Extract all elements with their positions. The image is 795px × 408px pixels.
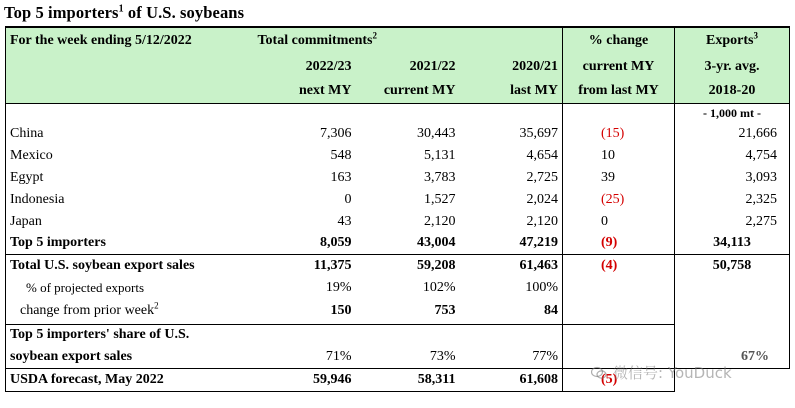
col3-label: last MY: [460, 79, 563, 103]
exports-label: Exports$^3$: [675, 27, 790, 54]
forecast-row: USDA forecast, May 2022 59,946 58,311 61,608 (5): [6, 368, 790, 391]
exports-sub1: 3-yr. avg.: [675, 54, 790, 79]
table-row: China 7,306 30,443 35,697 (15) 21,666: [6, 123, 790, 145]
table-row: Japan 43 2,120 2,120 0 2,275: [6, 211, 790, 233]
soybean-importers-table: [5, 26, 790, 392]
col1-year: 2022/23: [254, 54, 356, 79]
top5-row: Top 5 importers 8,059 43,004 47,219 (9) 34,113: [6, 233, 790, 254]
units-row: [6, 103, 790, 123]
header-row-3: [6, 79, 790, 103]
watermark: 微信号: YouDuck: [591, 362, 732, 383]
pct-projected-row: % of projected exports 19% 102% 100%: [6, 277, 790, 298]
table-row: Indonesia 0 1,527 2,024 (25) 2,325: [6, 189, 790, 211]
header-row-1: [6, 27, 790, 54]
pct-change-sub2: from last MY: [563, 79, 675, 103]
week-ending-label: For the week ending 5/12/2022: [6, 27, 254, 54]
col1-label: next MY: [254, 79, 356, 103]
col2-year: 2021/22: [356, 54, 460, 79]
col3-year: 2020/21: [460, 54, 563, 79]
pct-change-sub1: current MY: [563, 54, 675, 79]
share-exports: 67%: [675, 346, 790, 368]
share-row-2: soybean export sales 71% 73% 77% 67%: [6, 346, 790, 368]
wechat-icon: [591, 366, 607, 380]
change-week-row: change from prior week$^2$ 150 753 84: [6, 298, 790, 324]
exports-sub2: 2018-20: [675, 79, 790, 103]
header-row-2: [6, 54, 790, 79]
table-title: Top 5 importers$^1$ of U.S. soybeans: [4, 3, 245, 22]
table-row: Mexico 548 5,131 4,654 10 4,754: [6, 145, 790, 167]
total-sales-row: Total U.S. soybean export sales 11,375 59,208 61,463 (4) 50,758: [6, 254, 790, 277]
share-row-1: Top 5 importers' share of U.S.: [6, 324, 790, 346]
table-row: Egypt 163 3,783 2,725 39 3,093: [6, 167, 790, 189]
total-commitments-label: Total commitments$^2$: [254, 27, 563, 54]
units-label: - 1,000 mt -: [675, 103, 790, 123]
col2-label: current MY: [356, 79, 460, 103]
pct-change-label: % change: [563, 27, 675, 54]
